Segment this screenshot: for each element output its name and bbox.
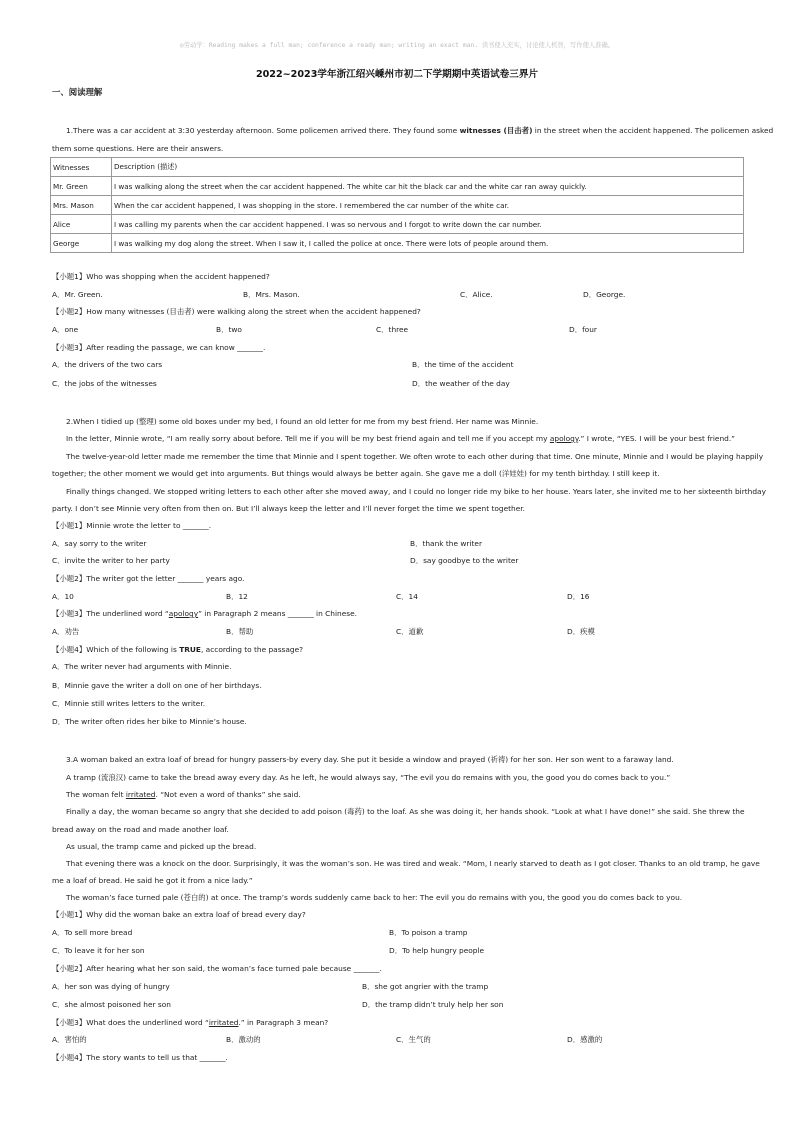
question-stem: 【小题3】What does the underlined word “irritated.” in Paragraph 3 mean? (52, 1018, 329, 1027)
table-cell: George (51, 234, 112, 253)
option-d[interactable]: D．感激的 (567, 1035, 603, 1044)
option-b[interactable]: B．帮助 (226, 627, 254, 636)
option-d[interactable]: D．George. (583, 290, 626, 299)
question-stem: 【小题2】How many witnesses (目击者) were walking along the street when the accident happened? (52, 307, 421, 316)
passage-3-line: 3.A woman baked an extra loaf of bread for hungry passers-by every day. She put it beside a window and prayed (祈祷) for her son. Her son went to a faraway land. (66, 755, 674, 764)
option-d[interactable]: D．The writer often rides her bike to Minnie’s house. (52, 717, 247, 726)
passage-3-line: bread away on the road and made another loaf. (52, 825, 229, 834)
passage-3-line: The woman felt irritated. “Not even a word of thanks” she said. (66, 790, 301, 799)
option-c[interactable]: C．14 (396, 592, 418, 601)
table-row (51, 196, 744, 215)
page-title: 2022~2023学年浙江绍兴嵊州市初二下学期期中英语试卷三界片 (255, 69, 539, 80)
option-b[interactable]: B．the time of the accident (412, 360, 514, 369)
table-cell: I was walking along the street when the car accident happened. The white car hit the black car and the white car ran away quickly. (112, 177, 744, 196)
passage-1-intro: 1.There was a car accident at 3:30 yesterday afternoon. Some policemen arrived there. They found some witnesses (目击者) in the street when the accident happened. The policemen asked (66, 126, 774, 135)
passage-3-line: Finally a day, the woman became so angry that she decided to add poison (毒药) to the loaf. As she was doing it, her hands shook. “Look at what I have done!” she said. She threw the (66, 807, 745, 816)
option-a[interactable]: A．say sorry to the writer (52, 539, 147, 548)
passage-3-line: A tramp (流浪汉) came to take the bread away every day. As he left, he would always say, “The evil you do remains with you, the good you do comes back to you.” (66, 773, 671, 782)
watermark: ◎劳动学：Reading makes a full man; conference a ready man; writing an exact man. 读书使人充实，讨论使人机智，写作使人准确。 (179, 42, 615, 49)
underlined-word: apology (168, 609, 199, 618)
keyword-true: TRUE (179, 645, 201, 654)
option-b[interactable]: B．Minnie gave the writer a doll on one of her birthdays. (52, 681, 262, 690)
question-stem: 【小题1】Why did the woman bake an extra loaf of bread every day? (52, 910, 306, 919)
table-cell: Alice (51, 215, 112, 234)
option-c[interactable]: C．道歉 (396, 627, 424, 636)
option-c[interactable]: C．she almost poisoned her son (52, 1000, 171, 1009)
option-a[interactable]: A．害怕的 (52, 1035, 87, 1044)
passage-2-line: party. I don’t see Minnie very often from then on. But I’ll always keep the letter and I’ll never forget the time we spent together. (52, 504, 525, 513)
option-c[interactable]: C．生气的 (396, 1035, 431, 1044)
passage-3-line: The woman’s face turned pale (苍白的) at once. The tramp’s words suddenly came back to her: The evil you do remains with you, the good you do comes back to you. (66, 893, 683, 902)
question-stem: 【小题4】The story wants to tell us that _______. (52, 1053, 228, 1062)
option-a[interactable]: A．her son was dying of hungry (52, 982, 170, 991)
passage-3-line: As usual, the tramp came and picked up the bread. (66, 842, 257, 851)
table-cell: I was calling my parents when the car accident happened. I was so nervous and I forgot to write down the car number. (112, 215, 744, 234)
table-cell: When the car accident happened, I was shopping in the store. I remembered the car number of the white car. (112, 196, 744, 215)
question-stem: 【小题4】Which of the following is TRUE, according to the passage? (52, 645, 304, 654)
option-b[interactable]: B．she got angrier with the tramp (362, 982, 489, 991)
option-a[interactable]: A．10 (52, 592, 74, 601)
passage-2-line: In the letter, Minnie wrote, “I am really sorry about before. Tell me if you will be my best friend again and tell me if you accept my apology.” I wrote, “YES. I will be your best friend.” (66, 434, 736, 443)
option-a[interactable]: A．Mr. Green. (52, 290, 103, 299)
option-d[interactable]: D．say goodbye to the writer (410, 556, 519, 565)
passage-3-line: me a loaf of bread. He said he got it from a nice lady.” (52, 876, 253, 885)
option-b[interactable]: B．thank the writer (410, 539, 482, 548)
passage-2-line: Finally things changed. We stopped writing letters to each other after she moved away, and I could no longer ride my bike to her house. Years later, she invited me to her sixteenth birthday (66, 487, 766, 496)
option-c[interactable]: C．three (376, 325, 409, 334)
question-stem: 【小题1】Minnie wrote the letter to _______. (52, 521, 212, 530)
table-header: Description (描述) (112, 158, 744, 177)
section-heading: 一、阅读理解 (52, 87, 103, 97)
table-row (51, 215, 744, 234)
table-row (51, 234, 744, 253)
option-d[interactable]: D．four (569, 325, 597, 334)
table-header: Witnesses (51, 158, 112, 177)
passage-2-line: 2.When I tidied up (整理) some old boxes under my bed, I found an old letter for me from my best friend. Her name was Minnie. (66, 417, 539, 426)
option-c[interactable]: C．invite the writer to her party (52, 556, 170, 565)
option-b[interactable]: B．To poison a tramp (389, 928, 468, 937)
table-header-row (51, 158, 744, 177)
passage-3-line: That evening there was a knock on the door. Surprisingly, it was the woman’s son. He was tired and weak. “Mom, I nearly starved to death as I got closer. Thanks to an old tramp, he gave (66, 859, 760, 868)
option-a[interactable]: A．one (52, 325, 79, 334)
option-c[interactable]: C．Alice. (460, 290, 493, 299)
table-row (51, 177, 744, 196)
underlined-word: apology (549, 434, 579, 443)
option-b[interactable]: B．two (216, 325, 242, 334)
option-c[interactable]: C．the jobs of the witnesses (52, 379, 157, 388)
underlined-word: irritated (208, 1018, 239, 1027)
question-stem: 【小题2】After hearing what her son said, the woman’s face turned pale because _______. (52, 964, 382, 973)
option-c[interactable]: C．Minnie still writes letters to the writer. (52, 699, 206, 708)
question-stem: 【小题2】The writer got the letter _______ years ago. (52, 574, 245, 583)
option-a[interactable]: A．the drivers of the two cars (52, 360, 163, 369)
question-stem: 【小题3】The underlined word “apology” in Paragraph 2 means _______ in Chinese. (52, 609, 357, 618)
underlined-word: irritated (125, 790, 156, 799)
option-d[interactable]: D．16 (567, 592, 590, 601)
option-a[interactable]: A．劝告 (52, 627, 80, 636)
passage-1-intro-2: them some questions. Here are their answers. (52, 144, 224, 153)
option-b[interactable]: B．12 (226, 592, 248, 601)
passage-2-line: The twelve-year-old letter made me remember the time that Minnie and I spent together. We often wrote to each other during that time. One minute, Minnie and I would be playing happily (66, 452, 764, 461)
option-b[interactable]: B．激动的 (226, 1035, 261, 1044)
option-b[interactable]: B．Mrs. Mason. (243, 290, 300, 299)
option-d[interactable]: D．the tramp didn’t truly help her son (362, 1000, 504, 1009)
keyword-witnesses: witnesses (目击者) (459, 126, 533, 135)
table-cell: I was walking my dog along the street. When I saw it, I called the police at once. There were lots of people around them. (112, 234, 744, 253)
option-d[interactable]: D．the weather of the day (412, 379, 510, 388)
passage-2-line: together; the other moment we would get into arguments. But things would always be better again. She gave me a doll (洋娃娃) for my tenth birthday. I still keep it. (52, 469, 660, 478)
witness-table (50, 157, 744, 253)
table-cell: Mr. Green (51, 177, 112, 196)
option-c[interactable]: C．To leave it for her son (52, 946, 145, 955)
table-cell: Mrs. Mason (51, 196, 112, 215)
option-a[interactable]: A．The writer never had arguments with Minnie. (52, 662, 232, 671)
option-d[interactable]: D．To help hungry people (389, 946, 485, 955)
option-a[interactable]: A．To sell more bread (52, 928, 133, 937)
question-stem: 【小题1】Who was shopping when the accident happened? (52, 272, 270, 281)
option-d[interactable]: D．疾模 (567, 627, 595, 636)
question-stem: 【小题3】After reading the passage, we can know _______. (52, 343, 266, 352)
